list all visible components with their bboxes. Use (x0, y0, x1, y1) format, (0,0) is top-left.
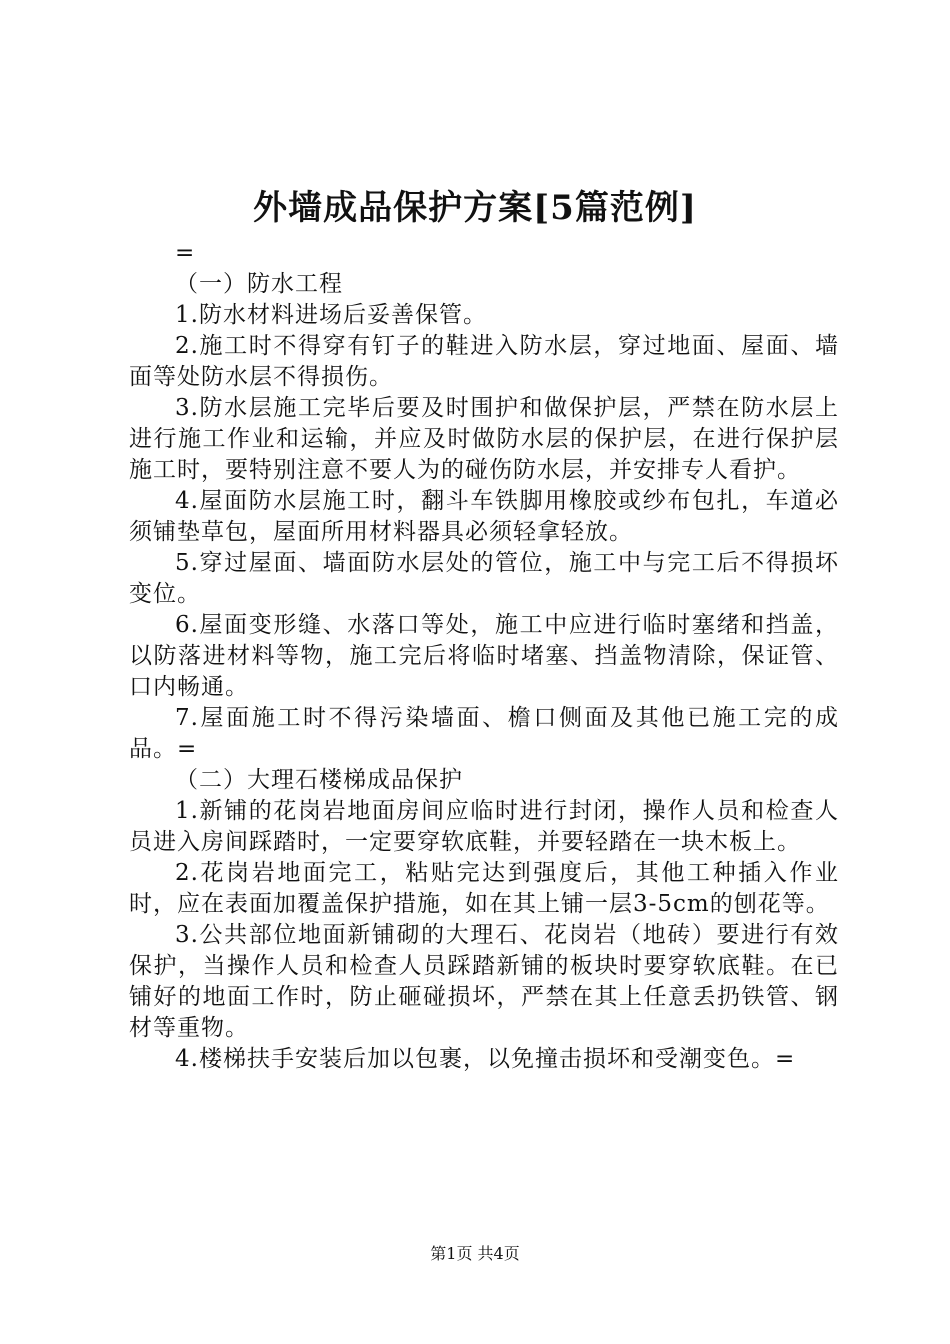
paragraph: 3.防水层施工完毕后要及时围护和做保护层，严禁在防水层上进行施工作业和运输，并应及时做防水层的保护层，在进行保护层施工时，要特别注意不要人为的碰伤防水层，并安排专人看护。 (129, 395, 839, 483)
paragraph: 7.屋面施工时不得污染墙面、檐口侧面及其他已施工完的成品。= (129, 705, 839, 762)
paragraph: = (175, 240, 196, 266)
section-heading-marble-stairs: （二）大理石楼梯成品保护 (175, 767, 463, 793)
paragraph: 4.屋面防水层施工时，翻斗车铁脚用橡胶或纱布包扎，车道必须铺垫草包，屋面所用材料器具必须轻拿轻放。 (129, 488, 839, 545)
document-title: 外墙成品保护方案[5篇范例] (253, 188, 697, 228)
paragraph: 3.公共部位地面新铺砌的大理石、花岗岩（地砖）要进行有效保护，当操作人员和检查人员踩踏新铺的板块时要穿软底鞋。在已铺好的地面工作时，防止砸碰损坏，严禁在其上任意丢扔铁管、钢材等重物。 (129, 922, 839, 1041)
paragraph: 6.屋面变形缝、水落口等处，施工中应进行临时塞绪和挡盖，以防落进材料等物，施工完后将临时堵塞、挡盖物清除，保证管、口内畅通。 (129, 612, 839, 700)
paragraph: 2.施工时不得穿有钉子的鞋进入防水层，穿过地面、屋面、墙面等处防水层不得损伤。 (129, 333, 839, 390)
page-footer: 第1页 共4页 (430, 1244, 520, 1263)
paragraph: 5.穿过屋面、墙面防水层处的管位，施工中与完工后不得损坏变位。 (129, 550, 839, 607)
section-heading-waterproofing: （一）防水工程 (175, 271, 343, 297)
paragraph: 4.楼梯扶手安装后加以包裹，以免撞击损坏和受潮变色。= (175, 1046, 796, 1072)
paragraph: 1.防水材料进场后妥善保管。 (175, 302, 487, 328)
document-body (129, 238, 839, 1075)
paragraph: 2.花岗岩地面完工，粘贴完达到强度后，其他工种插入作业时，应在表面加覆盖保护措施，如在其上铺一层3-5cm的刨花等。 (129, 860, 839, 917)
paragraph: 1.新铺的花岗岩地面房间应临时进行封闭，操作人员和检查人员进入房间踩踏时，一定要穿软底鞋，并要轻踏在一块木板上。 (129, 798, 839, 855)
